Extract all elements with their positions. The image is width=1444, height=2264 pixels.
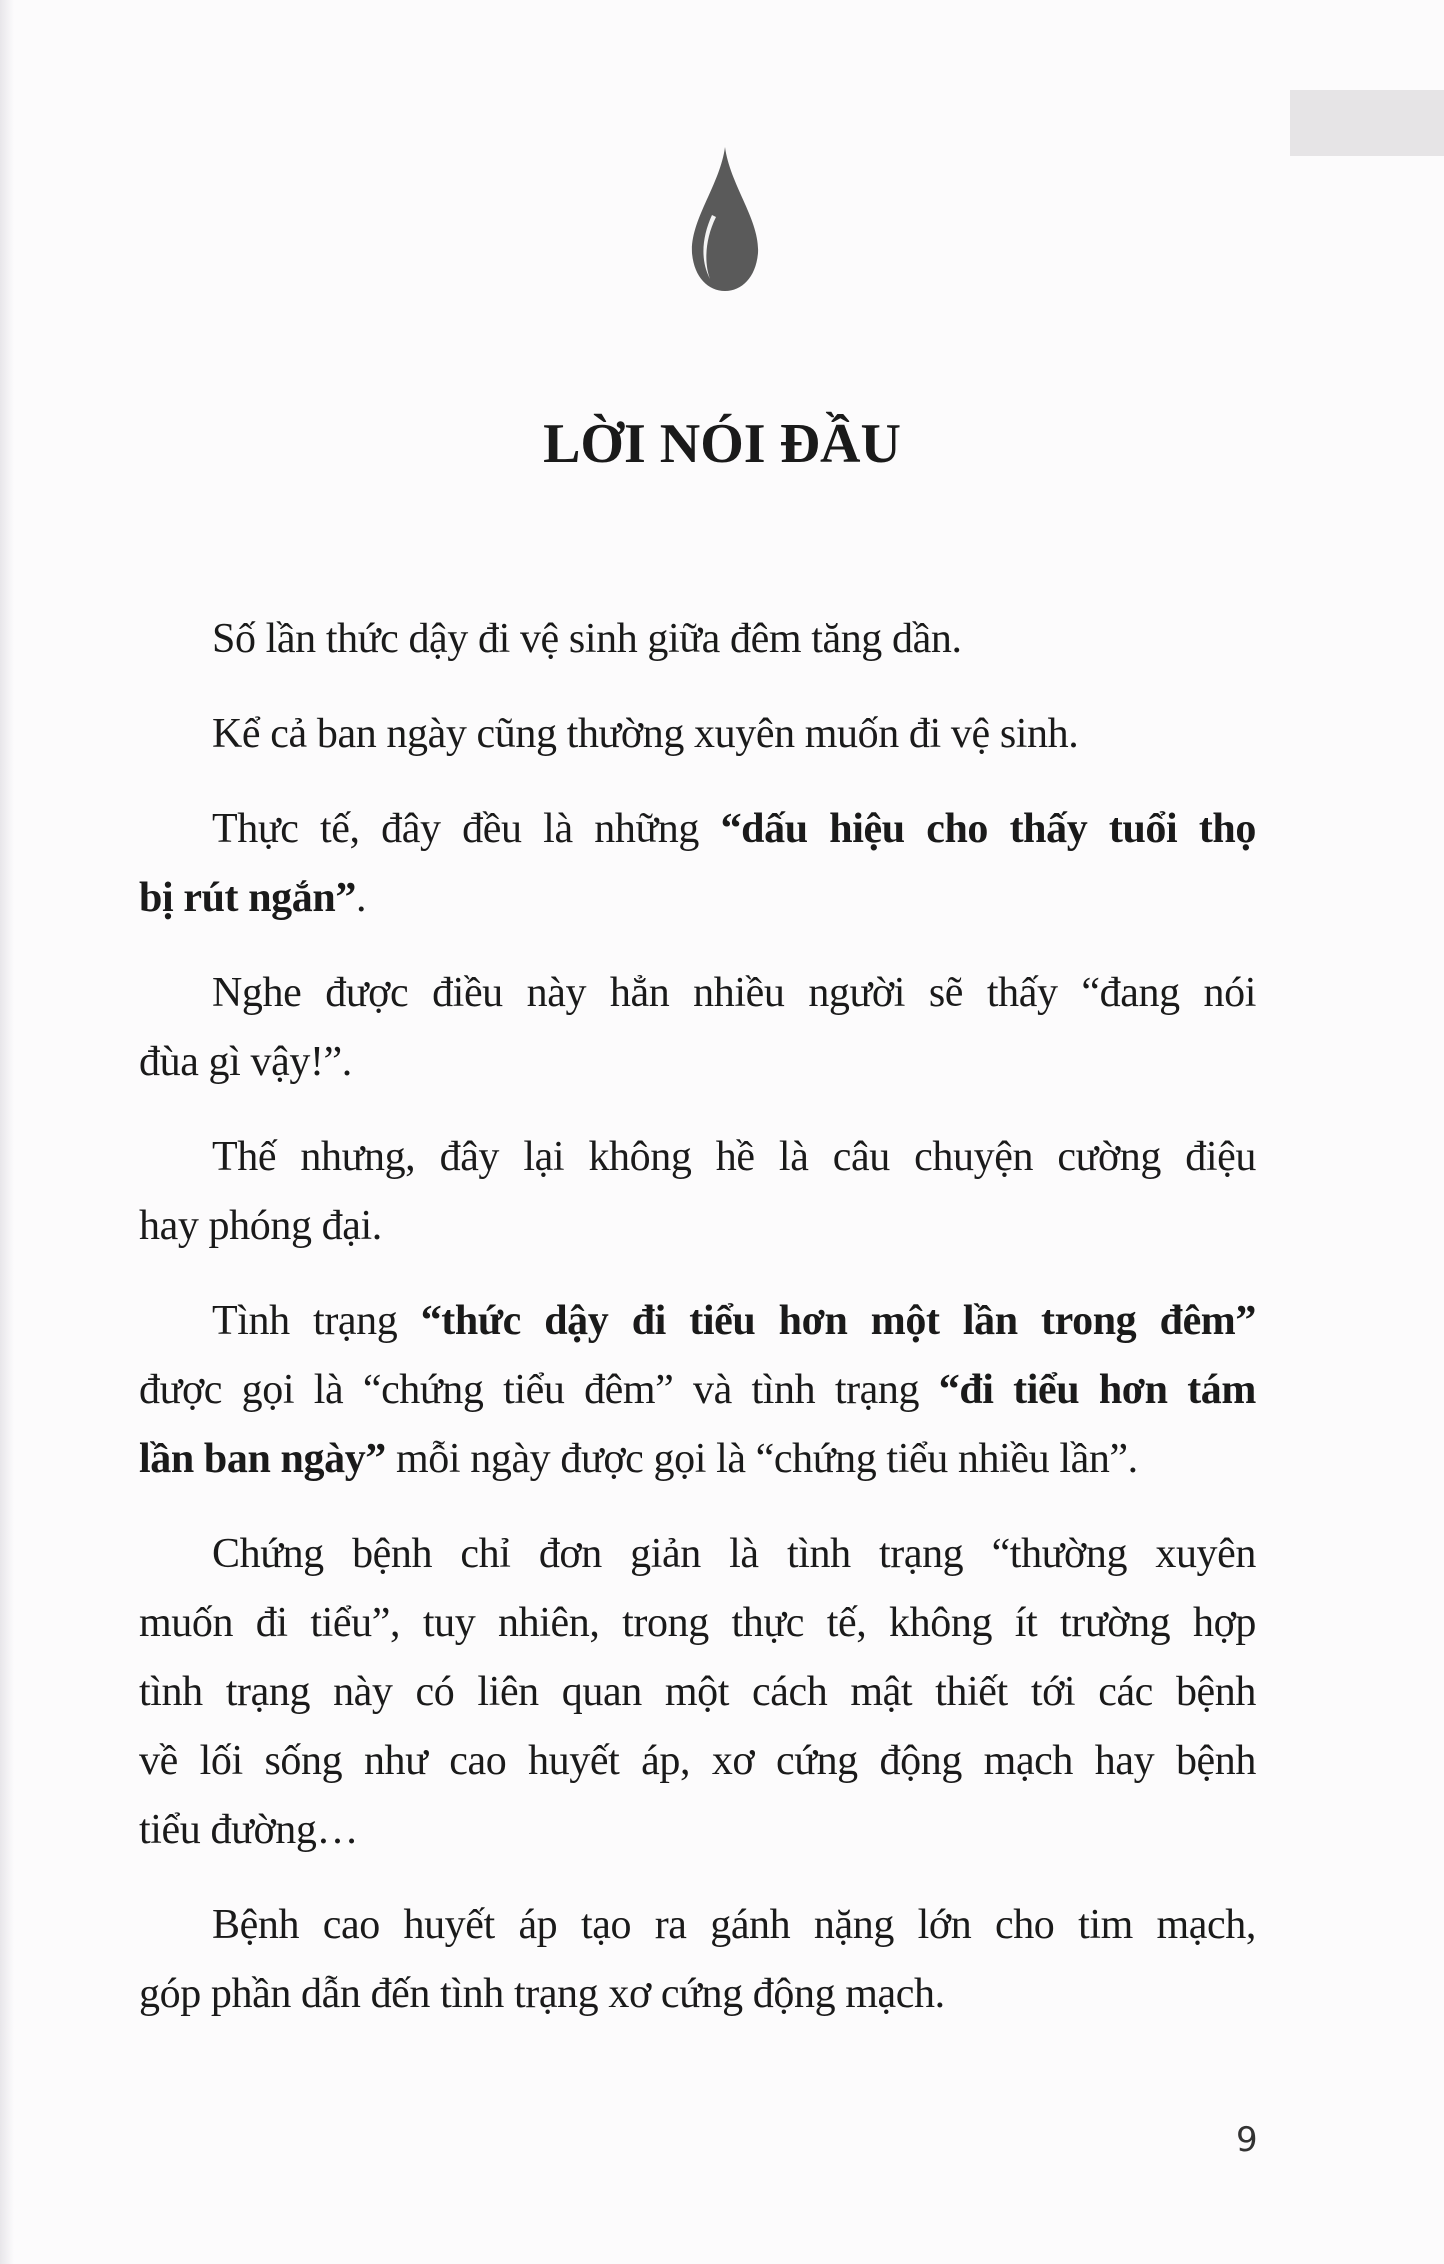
- body-text: [139, 605, 1256, 2055]
- text-line: [139, 1658, 1256, 1727]
- text-segment: tình trạng này có liên quan một cách mật thiết tới các bệnh: [139, 1669, 1256, 1715]
- water-drop-icon: [690, 145, 760, 293]
- text-line: [139, 1589, 1256, 1658]
- text-line: [139, 1796, 1256, 1865]
- text-line: [139, 1520, 1256, 1589]
- bold-text: “dấu hiệu cho thấy tuổi thọ: [720, 806, 1256, 852]
- text-line: [139, 605, 1256, 674]
- text-segment: góp phần dẫn đến tình trạng xơ cứng động mạch.: [139, 1971, 945, 2017]
- page-title: LỜI NÓI ĐẦU: [543, 413, 901, 475]
- bold-text: “đi tiểu hơn tám: [938, 1367, 1256, 1413]
- paragraph: [139, 1891, 1256, 2029]
- paragraph: [139, 1520, 1256, 1865]
- text-line: [139, 959, 1256, 1028]
- text-segment: Bệnh cao huyết áp tạo ra gánh nặng lớn cho tim mạch,: [212, 1902, 1256, 1948]
- text-line: [139, 1727, 1256, 1796]
- text-line: [139, 864, 1256, 933]
- text-line: [139, 1192, 1256, 1261]
- bold-text: bị rút ngắn”: [139, 875, 356, 921]
- text-line: [139, 1891, 1256, 1960]
- bold-text: “thức dậy đi tiểu hơn một lần trong đêm”: [420, 1298, 1256, 1344]
- text-segment: hay phóng đại.: [139, 1203, 382, 1249]
- text-segment: Số lần thức dậy đi vệ sinh giữa đêm tăng dần.: [212, 616, 962, 662]
- paragraph: [139, 959, 1256, 1097]
- page-edge-shadow: [0, 0, 14, 2264]
- paragraph: [139, 795, 1256, 933]
- page-number: 9: [1236, 2120, 1258, 2160]
- chapter-tab-marker: [1290, 90, 1444, 156]
- paragraph: [139, 605, 1256, 674]
- text-segment: Thế nhưng, đây lại không hề là câu chuyện cường điệu: [212, 1134, 1256, 1180]
- paragraph: [139, 700, 1256, 769]
- text-segment: tiểu đường…: [139, 1807, 359, 1853]
- text-segment: .: [355, 875, 367, 921]
- text-segment: về lối sống như cao huyết áp, xơ cứng động mạch hay bệnh: [139, 1738, 1256, 1784]
- text-segment: được gọi là “chứng tiểu đêm” và tình trạng: [139, 1367, 939, 1413]
- text-line: [139, 1123, 1256, 1192]
- text-line: [139, 795, 1256, 864]
- text-line: [139, 1287, 1256, 1356]
- text-segment: Tình trạng: [212, 1298, 421, 1344]
- text-segment: Chứng bệnh chỉ đơn giản là tình trạng “thường xuyên: [212, 1531, 1256, 1577]
- text-line: [139, 1960, 1256, 2029]
- text-line: [139, 1028, 1256, 1097]
- text-segment: đùa gì vậy!”.: [139, 1039, 352, 1085]
- text-line: [139, 1356, 1256, 1425]
- bold-text: lần ban ngày”: [139, 1436, 386, 1482]
- text-line: [139, 1425, 1256, 1494]
- text-segment: mỗi ngày được gọi là “chứng tiểu nhiều lần”.: [385, 1436, 1138, 1482]
- text-segment: muốn đi tiểu”, tuy nhiên, trong thực tế, không ít trường hợp: [139, 1600, 1256, 1646]
- text-segment: Thực tế, đây đều là những: [212, 806, 721, 852]
- paragraph: [139, 1287, 1256, 1494]
- text-segment: Nghe được điều này hẳn nhiều người sẽ thấy “đang nói: [212, 970, 1256, 1016]
- paragraph: [139, 1123, 1256, 1261]
- text-line: [139, 700, 1256, 769]
- text-segment: Kể cả ban ngày cũng thường xuyên muốn đi vệ sinh.: [212, 711, 1079, 757]
